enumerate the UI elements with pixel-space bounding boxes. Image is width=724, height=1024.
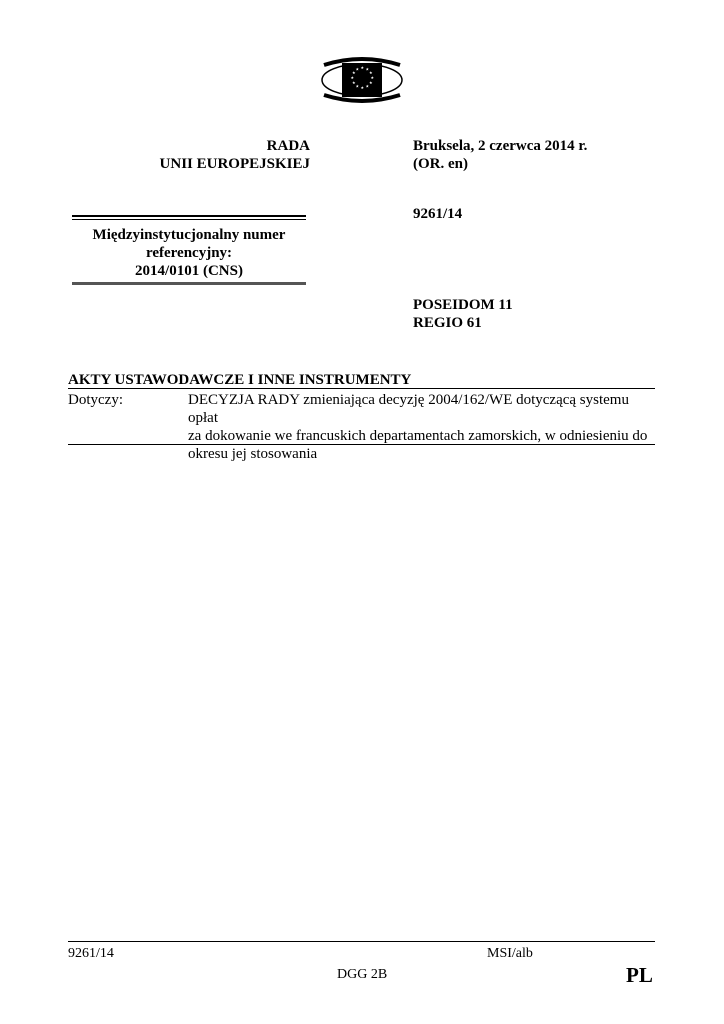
subject-line2: za dokowanie we francuskich departamentach zamorskich, w odniesieniu do <box>188 428 648 444</box>
footer-divider <box>68 941 655 942</box>
svg-text:★: ★ <box>350 75 355 80</box>
section-divider <box>68 388 655 389</box>
svg-text:★: ★ <box>355 66 360 72</box>
svg-text:★: ★ <box>352 70 356 75</box>
footer-doc-number: 9261/14 <box>68 946 114 961</box>
place-date: Bruksela, 2 czerwca 2014 r. <box>413 138 588 154</box>
divider-bottom <box>72 282 306 285</box>
code-poseidom: POSEIDOM 11 <box>413 297 513 313</box>
svg-text:★: ★ <box>360 85 365 90</box>
svg-text:★: ★ <box>360 65 365 70</box>
divider-top-2 <box>72 219 306 220</box>
interinst-line2: referencyjny: <box>145 245 233 261</box>
institution-line1: RADA <box>266 138 310 154</box>
interinst-line1: Międzyinstytucjonalny numer <box>92 227 286 243</box>
footer-directorate: DGG 2B <box>337 967 388 982</box>
footer-language-code: PL <box>626 963 653 987</box>
section-title: AKTY USTAWODAWCZE I INNE INSTRUMENTY <box>68 372 412 388</box>
subject-divider <box>68 444 655 445</box>
footer-initials: MSI/alb <box>487 946 533 961</box>
document-number: 9261/14 <box>413 206 463 222</box>
svg-text:★: ★ <box>365 66 370 72</box>
eu-council-logo-icon <box>318 55 406 105</box>
divider-top-1 <box>72 215 306 217</box>
svg-text:★: ★ <box>365 83 370 89</box>
svg-text:★: ★ <box>355 83 360 89</box>
subject-line3: okresu jej stosowania <box>188 446 318 462</box>
original-language: (OR. en) <box>413 156 468 172</box>
svg-text:★: ★ <box>369 80 373 85</box>
interinst-line3: 2014/0101 (CNS) <box>135 263 243 279</box>
svg-text:★: ★ <box>369 70 373 75</box>
subject-line1: DECYZJA RADY zmieniająca decyzję 2004/162/WE dotyczącą systemu opłat <box>188 392 629 426</box>
code-regio: REGIO 61 <box>413 315 482 331</box>
interinstitutional-reference <box>72 226 306 280</box>
svg-text:★: ★ <box>370 75 375 80</box>
subject-text <box>188 391 656 463</box>
place-date-block <box>413 137 587 173</box>
svg-text:★: ★ <box>352 80 356 85</box>
institution-name <box>100 137 310 173</box>
codes-block <box>413 296 513 332</box>
institution-line2: UNII EUROPEJSKIEJ <box>159 156 310 172</box>
subject-label: Dotyczy: <box>68 392 123 408</box>
